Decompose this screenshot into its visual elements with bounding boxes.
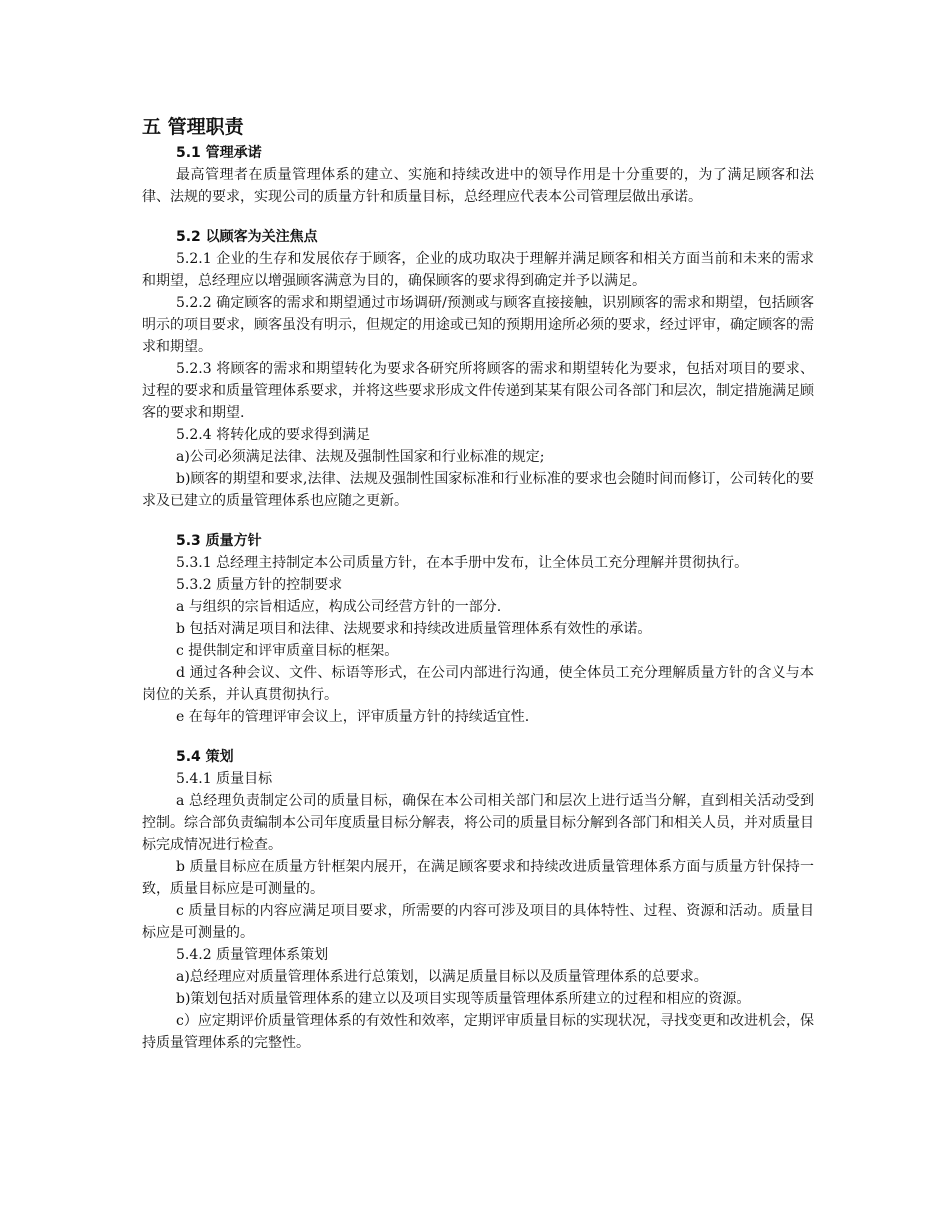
- paragraph: 5.2.1 企业的生存和发展依存于顾客，企业的成功取决于理解并满足顾客和相关方面当前和未来的需求和期望，总经理应以增强顾客满意为目的，确保顾客的要求得到确定并予以满足。: [142, 251, 814, 289]
- paragraph: c 质量目标的内容应满足项目要求，所需要的内容可涉及项目的具体特性、过程、资源和活动。质量目标应是可测量的。: [142, 903, 814, 941]
- section-heading-5-3: 5.3 质量方针: [176, 533, 262, 549]
- paragraph: b)顾客的期望和要求,法律、法规及强制性国家标准和行业标准的要求也会随时间而修订，公司转化的要求及已建立的质量管理体系也应随之更新。: [142, 471, 814, 509]
- paragraph: e 在每年的管理评审会议上，评审质量方针的持续适宜性.: [176, 709, 530, 725]
- section-heading-5-1: 5.1 管理承诺: [176, 145, 262, 161]
- section-heading-5-2: 5.2 以顾客为关注焦点: [176, 229, 318, 245]
- paragraph: d 通过各种会议、文件、标语等形式，在公司内部进行沟通，使全体员工充分理解质量方针的含义与本岗位的关系，并认真贯彻执行。: [142, 665, 814, 703]
- section-heading-5-4: 5.4 策划: [176, 749, 234, 765]
- document-page: [142, 112, 814, 1054]
- paragraph: a 总经理负责制定公司的质量目标，确保在本公司相关部门和层次上进行适当分解，直到相关活动受到控制。综合部负责编制本公司年度质量目标分解表，将公司的质量目标分解到各部门和相关人员，并对质量目标完成情况进行检查。: [142, 793, 814, 853]
- paragraph: b 包括对满足项目和法律、法规要求和持续改进质量管理体系有效性的承诺。: [176, 621, 652, 637]
- paragraph: 最高管理者在质量管理体系的建立、实施和持续改进中的领导作用是十分重要的，为了满足顾客和法律、法规的要求，实现公司的质量方针和质量目标，总经理应代表本公司管理层做出承诺。: [142, 167, 814, 205]
- chapter-title: 五 管理职责: [142, 116, 244, 138]
- paragraph: 5.2.2 确定顾客的需求和期望通过市场调研/预测或与顾客直接接触，识别顾客的需求和期望，包括顾客明示的项目要求，顾客虽没有明示，但规定的用途或已知的预期用途所必须的要求，经过评审，确定顾客的需求和期望。: [142, 295, 814, 355]
- spacer: [142, 512, 814, 530]
- paragraph: 5.4.1 质量目标: [176, 771, 273, 787]
- spacer: [142, 208, 814, 226]
- paragraph: c 提供制定和评审质童目标的框架。: [176, 643, 399, 659]
- paragraph: a 与组织的宗旨相适应，构成公司经营方针的一部分.: [176, 599, 502, 615]
- paragraph: 5.2.3 将顾客的需求和期望转化为要求各研究所将顾客的需求和期望转化为要求，包括对项目的要求、过程的要求和质量管理体系要求，并将这些要求形成文件传递到某某有限公司各部门和层次，制定措施满足顾客的要求和期望.: [142, 361, 814, 421]
- paragraph: 5.3.1 总经理主持制定本公司质量方针，在本手册中发布，让全体员工充分理解并贯彻执行。: [176, 555, 749, 571]
- paragraph: a)总经理应对质量管理体系进行总策划，以满足质量目标以及质量管理体系的总要求。: [176, 969, 708, 985]
- paragraph: 5.2.4 将转化成的要求得到满足: [176, 427, 371, 443]
- paragraph: c）应定期评价质量管理体系的有效性和效率，定期评审质量目标的实现状况，寻找变更和改进机会，保持质量管理体系的完整性。: [142, 1013, 814, 1051]
- paragraph: 5.4.2 质量管理体系策划: [176, 947, 329, 963]
- paragraph: b)策划包括对质量管理体系的建立以及项目实现等质量管理体系所建立的过程和相应的资源。: [176, 991, 751, 1007]
- spacer: [142, 728, 814, 746]
- paragraph: 5.3.2 质量方针的控制要求: [176, 577, 343, 593]
- paragraph: b 质量目标应在质量方针框架内展开，在满足顾客要求和持续改进质量管理体系方面与质量方针保持一致，质量目标应是可测量的。: [142, 859, 814, 897]
- paragraph: a)公司必须满足法律、法规及强制性国家和行业标准的规定;: [176, 449, 545, 465]
